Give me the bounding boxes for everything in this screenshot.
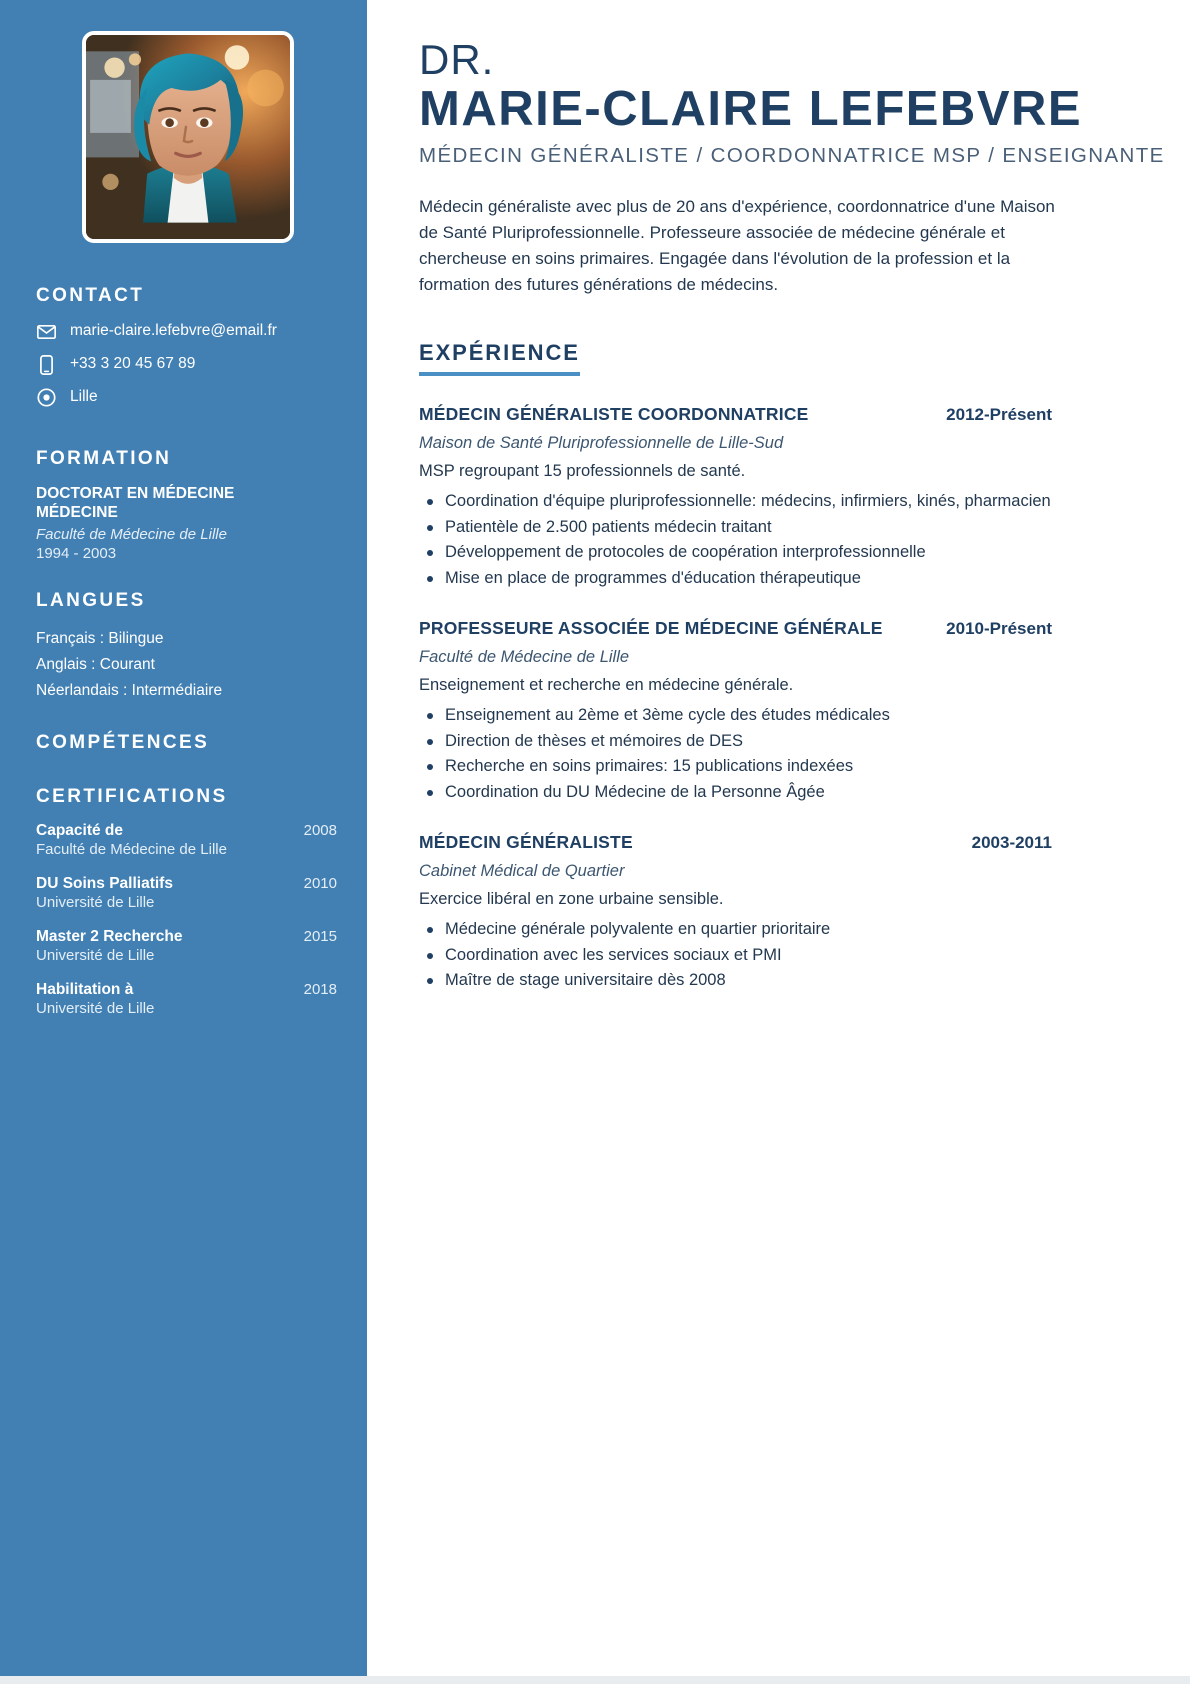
education-institution: Faculté de Médecine de Lille xyxy=(36,525,227,543)
education-years: 1994 - 2003 xyxy=(36,545,117,563)
name-prefix: DR. xyxy=(419,36,495,83)
experience-entry xyxy=(419,832,1190,992)
experience-entry xyxy=(419,618,1190,804)
job-bullet: Enseignement au 2ème et 3ème cycle des études médicales xyxy=(419,704,1059,727)
education-entry xyxy=(36,484,337,562)
job-organization: Maison de Santé Pluriprofessionnelle de Lille-Sud xyxy=(419,433,784,452)
job-dates: 2003-2011 xyxy=(971,832,1052,852)
education-degree: DOCTORAT EN MÉDECINE MÉDECINE xyxy=(36,485,235,522)
certification-name: Master 2 Recherche xyxy=(36,928,183,946)
job-role: PROFESSEURE ASSOCIÉE DE MÉDECINE GÉNÉRALE xyxy=(419,617,883,638)
job-bullet: Coordination d'équipe pluriprofessionnelle: médecins, infirmiers, kinés, pharmacien xyxy=(419,490,1059,513)
langues-heading: LANGUES xyxy=(36,590,146,612)
language-item: Néerlandais : Intermédiaire xyxy=(36,682,223,700)
certification-institution: Université de Lille xyxy=(36,894,155,912)
certifications-heading: CERTIFICATIONS xyxy=(36,786,228,808)
phone-icon xyxy=(36,354,57,375)
certification-institution: Université de Lille xyxy=(36,1000,155,1018)
certification-item xyxy=(36,822,337,858)
envelope-icon xyxy=(36,321,57,342)
job-organization: Faculté de Médecine de Lille xyxy=(419,647,630,666)
certification-item xyxy=(36,981,337,1017)
certification-year: 2018 xyxy=(303,981,337,999)
job-description: Exercice libéral en zone urbaine sensible. xyxy=(419,889,724,908)
certification-year: 2010 xyxy=(303,875,337,893)
contact-phone[interactable] xyxy=(36,354,337,375)
job-bullet: Développement de protocoles de coopération interprofessionnelle xyxy=(419,541,1059,564)
contact-email-text: marie-claire.lefebvre@email.fr xyxy=(70,322,277,340)
job-dates: 2012-Présent xyxy=(946,404,1052,424)
formation-heading: FORMATION xyxy=(36,448,172,469)
professional-title: MÉDECIN GÉNÉRALISTE / COORDONNATRICE MSP / ENSEIGNANTE xyxy=(419,144,1165,168)
job-bullet-list xyxy=(419,918,1190,992)
contact-email[interactable] xyxy=(36,321,337,342)
job-bullet-list xyxy=(419,704,1190,804)
job-bullet: Coordination avec les services sociaux et PMI xyxy=(419,944,1059,967)
certification-institution: Faculté de Médecine de Lille xyxy=(36,841,227,859)
job-organization: Cabinet Médical de Quartier xyxy=(419,861,625,880)
job-role: MÉDECIN GÉNÉRALISTE COORDONNATRICE xyxy=(419,403,809,424)
contact-location[interactable] xyxy=(36,387,337,408)
certification-institution: Université de Lille xyxy=(36,947,155,965)
location-pin-icon xyxy=(36,387,57,408)
certification-name: Habilitation à xyxy=(36,981,134,999)
job-role: MÉDECIN GÉNÉRALISTE xyxy=(419,831,633,852)
contact-phone-text: +33 3 20 45 67 89 xyxy=(70,355,196,373)
job-bullet: Recherche en soins primaires: 15 publications indexées xyxy=(419,755,1059,778)
job-bullet: Coordination du DU Médecine de la Personne Âgée xyxy=(419,781,1059,804)
job-bullet: Maître de stage universitaire dès 2008 xyxy=(419,969,1059,992)
certification-item xyxy=(36,875,337,911)
job-description: Enseignement et recherche en médecine générale. xyxy=(419,675,794,694)
certification-name: Capacité de xyxy=(36,822,124,840)
main-content xyxy=(367,0,1190,1676)
job-bullet: Patientèle de 2.500 patients médecin traitant xyxy=(419,516,1059,539)
avatar xyxy=(86,35,290,239)
profile-summary: Médecin généraliste avec plus de 20 ans d'expérience, coordonnatrice d'une Maison de Santé Pluriprofessionnelle. Professeure associée de médecine générale et chercheuse en soins primaires. Engagée dans l'évolution de la profession et la formation des futures générations de médecins. xyxy=(419,197,1055,294)
sidebar xyxy=(0,0,367,1676)
contact-location-text: Lille xyxy=(70,388,98,406)
job-bullet: Mise en place de programmes d'éducation thérapeutique xyxy=(419,567,1059,590)
contact-heading: CONTACT xyxy=(36,285,145,306)
experience-entry xyxy=(419,404,1190,590)
certification-year: 2015 xyxy=(303,928,337,946)
language-item: Français : Bilingue xyxy=(36,630,164,648)
full-name: MARIE-CLAIRE LEFEBVRE xyxy=(419,81,1083,136)
language-item: Anglais : Courant xyxy=(36,656,155,674)
certification-name: DU Soins Palliatifs xyxy=(36,875,173,893)
job-bullet: Médecine générale polyvalente en quartier prioritaire xyxy=(419,918,1059,941)
job-bullet: Direction de thèses et mémoires de DES xyxy=(419,730,1059,753)
profile-photo xyxy=(82,31,294,243)
job-description: MSP regroupant 15 professionnels de santé. xyxy=(419,461,746,480)
certification-year: 2008 xyxy=(303,822,337,840)
competences-heading: COMPÉTENCES xyxy=(36,732,210,754)
certification-item xyxy=(36,928,337,964)
job-dates: 2010-Présent xyxy=(946,618,1052,638)
experience-heading: EXPÉRIENCE xyxy=(419,340,580,376)
job-bullet-list xyxy=(419,490,1190,590)
langues-list xyxy=(36,626,337,704)
